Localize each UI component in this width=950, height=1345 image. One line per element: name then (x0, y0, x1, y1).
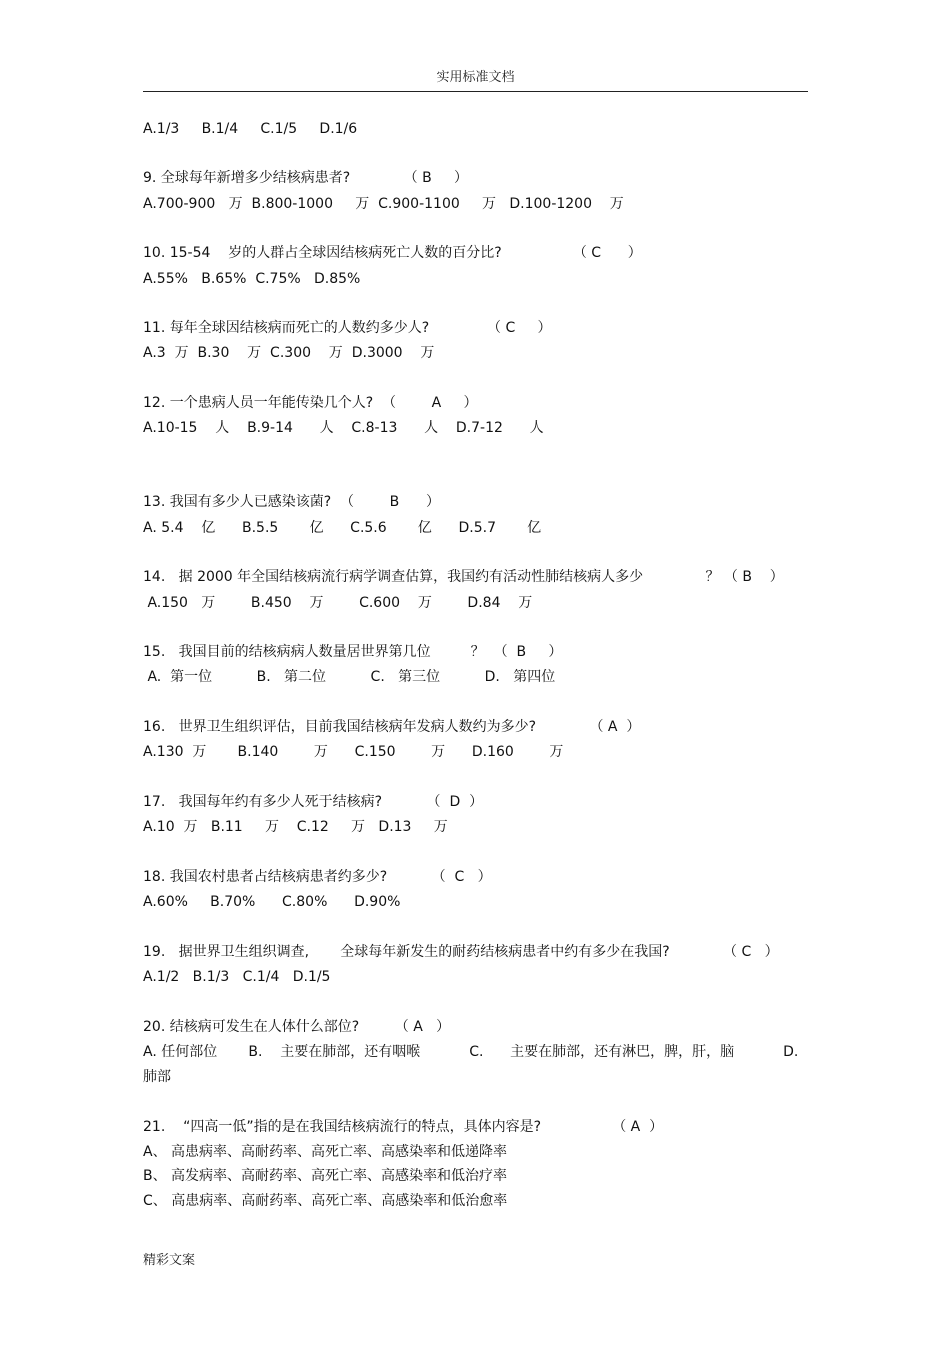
text-line: 18. 我国农村患者占结核病患者约多少? （ C ） (143, 869, 492, 885)
text-line: A、 高患病率、高耐药率、高死亡率、高感染率和低递降率 (143, 1144, 508, 1160)
page-header: 实用标准文档 (436, 70, 515, 85)
page-footer: 精彩文案 (143, 1253, 196, 1268)
text-line: A. 5.4 亿 B.5.5 亿 C.5.6 亿 D.5.7 亿 (143, 520, 542, 536)
text-line: A.1/2 B.1/3 C.1/4 D.1/5 (143, 969, 331, 985)
text-line: A.3 万 B.30 万 C.300 万 D.3000 万 (143, 345, 435, 361)
text-line: 10. 15-54 岁的人群占全球因结核病死亡人数的百分比? （ C ） (143, 245, 642, 261)
text-line: A. 第一位 B. 第二位 C. 第三位 D. 第四位 (143, 669, 556, 685)
text-line: A.60% B.70% C.80% D.90% (143, 894, 401, 910)
text-line: 20. 结核病可发生在人体什么部位? （ A ） (143, 1019, 451, 1035)
text-line: 14. 据 2000 年全国结核病流行病学调查估算，我国约有活动性肺结核病人多少 ？ （ B ） (143, 569, 784, 585)
text-line: 11. 每年全球因结核病而死亡的人数约多少人? （ C ） (143, 320, 552, 336)
text-line: 16. 世界卫生组织评估，目前我国结核病年发病人数约为多少? （ A ） (143, 719, 641, 735)
header-rule (143, 91, 808, 92)
text-line: 17. 我国每年约有多少人死于结核病? （ D ） (143, 794, 484, 810)
text-line: A.150 万 B.450 万 C.600 万 D.84 万 (143, 595, 533, 611)
text-line: A.700-900 万 B.800-1000 万 C.900-1100 万 D.100-1200 万 (143, 196, 624, 212)
text-line: 9. 全球每年新增多少结核病患者? （ B ） (143, 170, 468, 186)
text-line: B、 高发病率、高耐药率、高死亡率、高感染率和低治疗率 (143, 1168, 508, 1184)
text-line: 15. 我国目前的结核病病人数量居世界第几位 ？ （ B ） (143, 644, 563, 660)
text-line: 19. 据世界卫生组织调查, 全球每年新发生的耐药结核病患者中约有多少在我国? （ C ） (143, 944, 779, 960)
text-line: A.55% B.65% C.75% D.85% (143, 271, 361, 287)
text-line: 21. “四高一低”指的是在我国结核病流行的特点，具体内容是? （ A ） (143, 1119, 664, 1135)
text-line: A.130 万 B.140 万 C.150 万 D.160 万 (143, 744, 564, 760)
text-line: A. 任何部位 B. 主要在肺部，还有咽喉 C. 主要在肺部，还有淋巴，脾，肝，脑 D. (143, 1044, 799, 1060)
text-line: A.10 万 B.11 万 C.12 万 D.13 万 (143, 819, 448, 835)
text-line: C、 高患病率、高耐药率、高死亡率、高感染率和低治愈率 (143, 1193, 508, 1209)
text-line: 12. 一个患病人员一年能传染几个人? （ A ） (143, 395, 478, 411)
text-line: 13. 我国有多少人已感染该菌? （ B ） (143, 494, 440, 510)
text-line: 肺部 (143, 1069, 171, 1085)
text-line: A.10-15 人 B.9-14 人 C.8-13 人 D.7-12 人 (143, 420, 544, 436)
text-line: A.1/3 B.1/4 C.1/5 D.1/6 (143, 121, 358, 137)
